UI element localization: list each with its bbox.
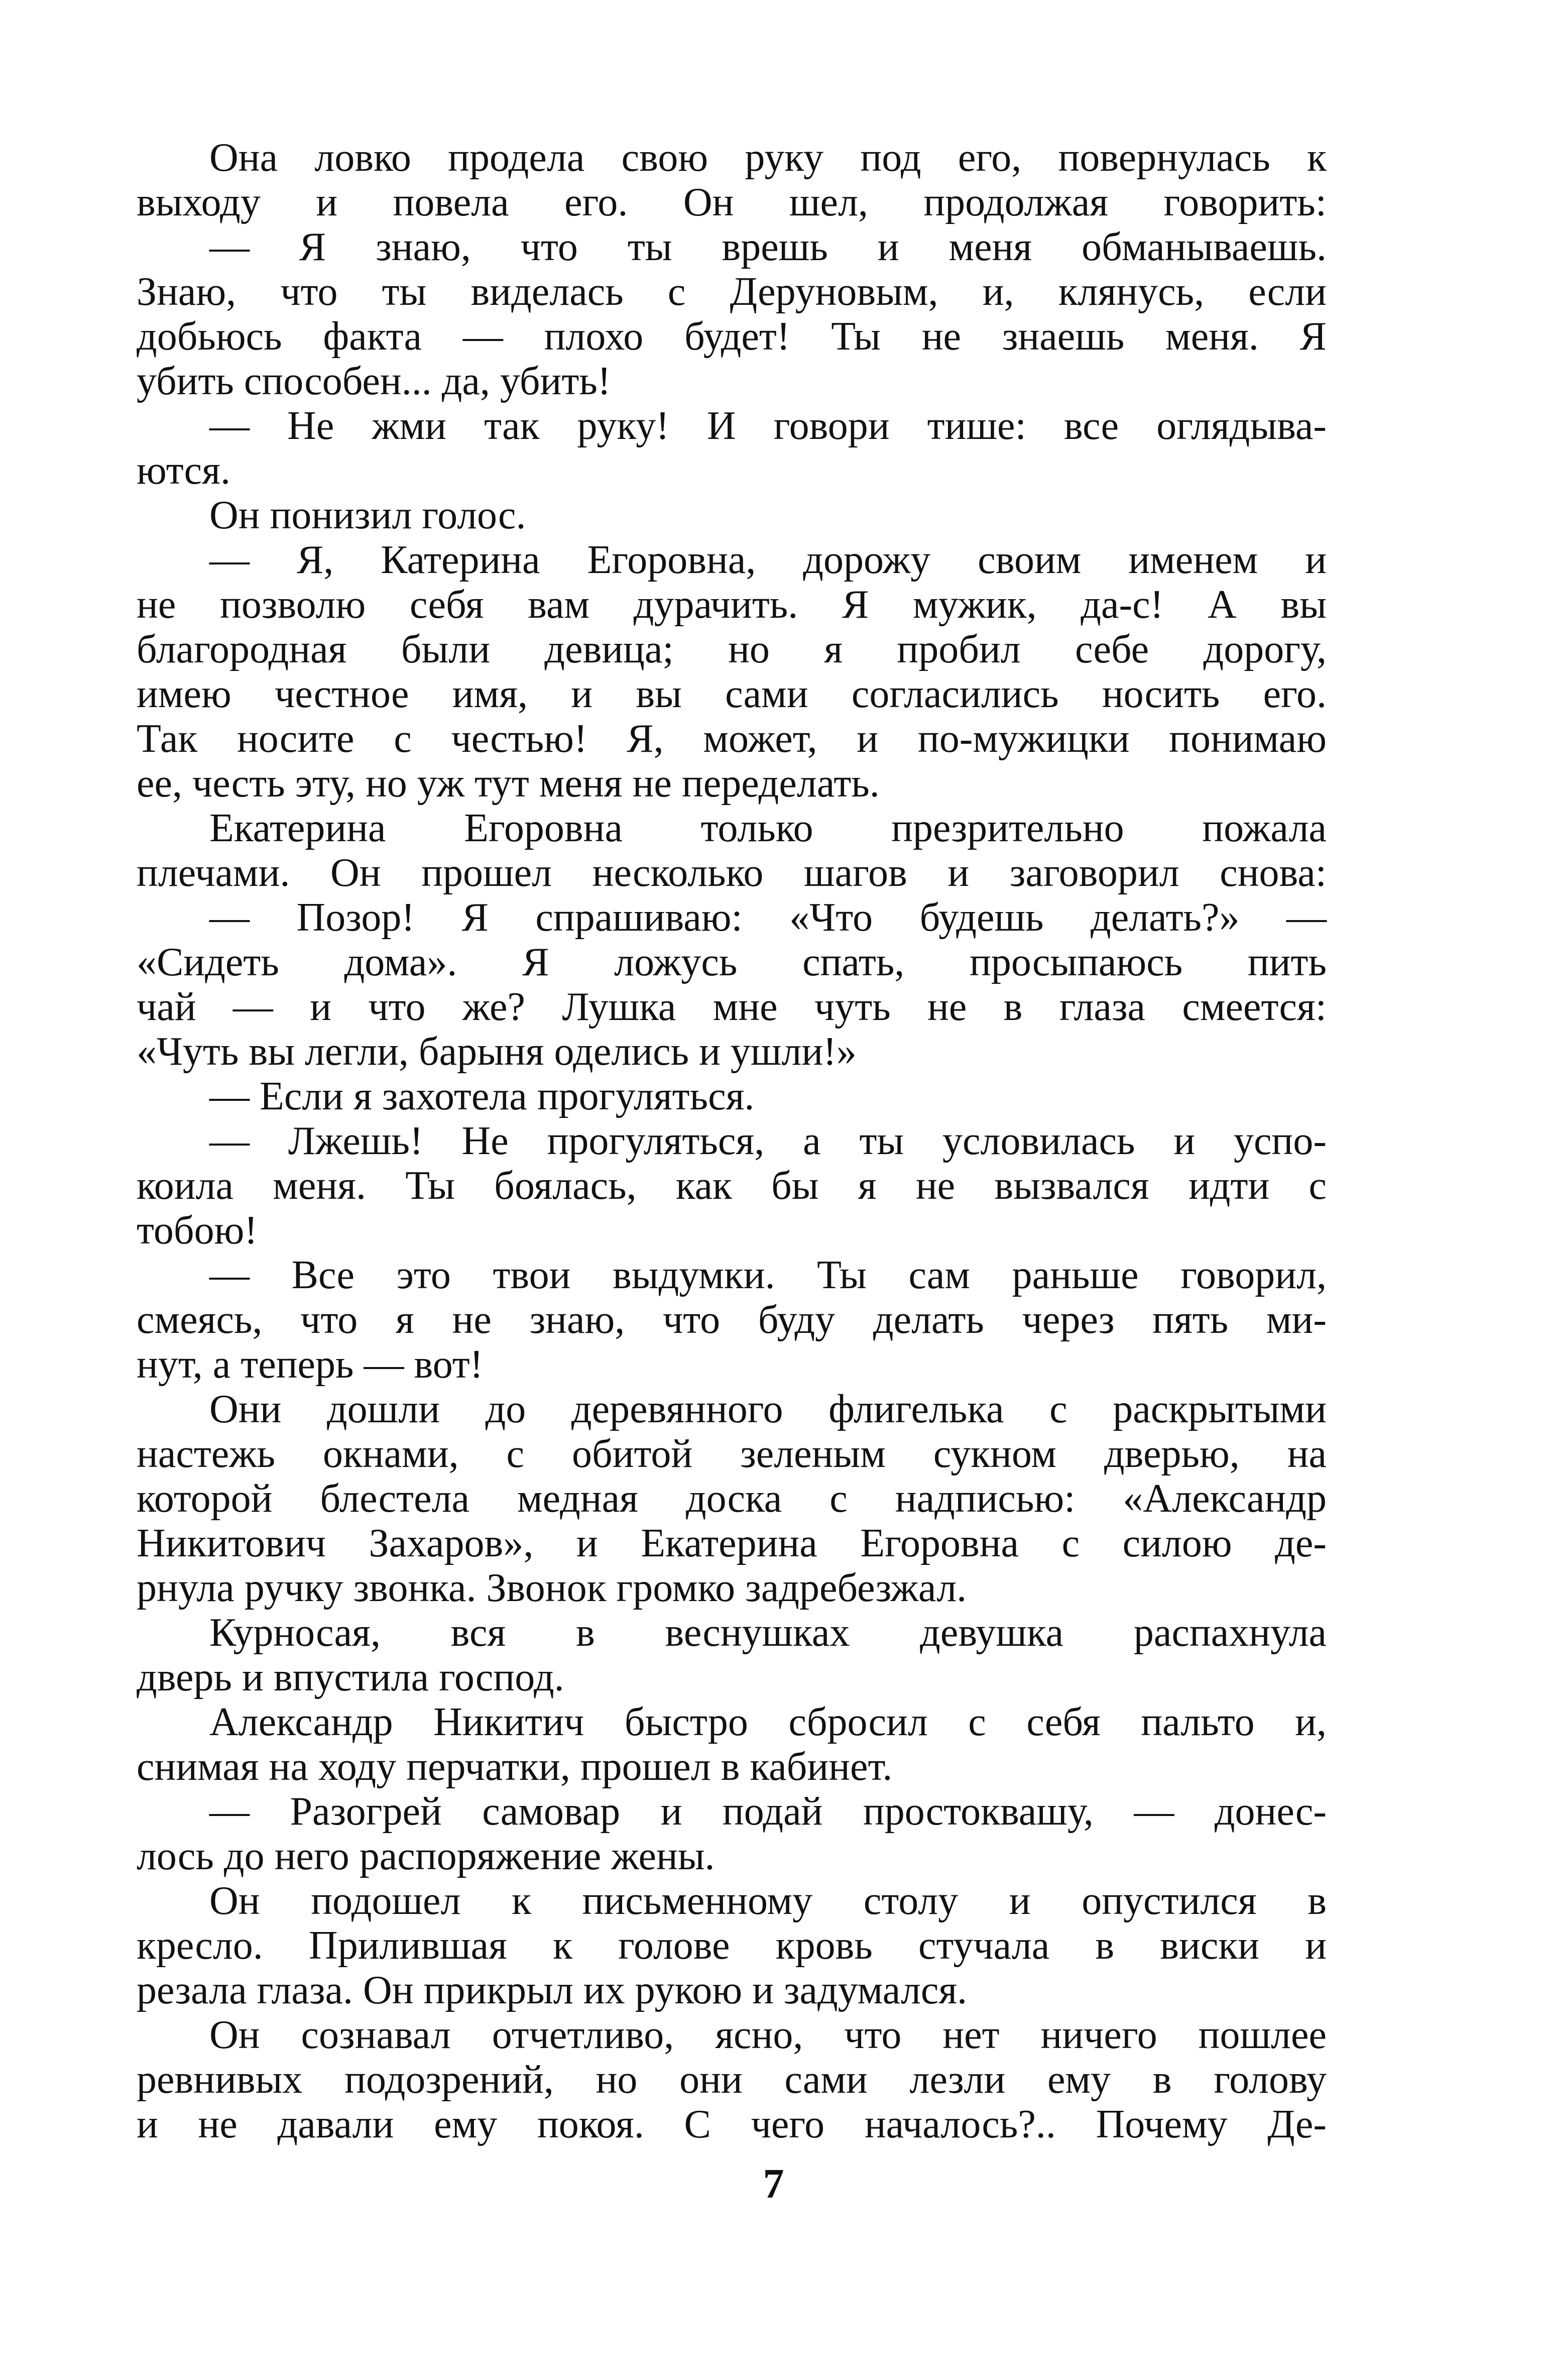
text-line: — Я, Катерина Егоровна, дорожу своим именем и [209, 538, 1327, 582]
text-line: ее, честь эту, но уж тут меня не переделать. [137, 761, 880, 806]
text-line: добьюсь факта — плохо будет! Ты не знаешь меня. Я [137, 314, 1327, 359]
text-line: плечами. Он прошел несколько шагов и заговорил снова: [137, 851, 1327, 895]
page-number: 7 [763, 2161, 784, 2207]
text-line: — Если я захотела прогуляться. [209, 1074, 755, 1118]
text-line: нут, а теперь — вот! [137, 1342, 484, 1387]
text-line: Знаю, что ты виделась с Деруновым, и, клянусь, если [137, 270, 1327, 314]
text-line: Так носите с честью! Я, может, и по-мужицки понимаю [137, 717, 1327, 761]
text-line: Они дошли до деревянного флигелька с раскрытыми [209, 1387, 1327, 1431]
text-line: Он сознавал отчетливо, ясно, что нет ничего пошлее [209, 2013, 1327, 2057]
text-line: рнула ручку звонка. Звонок громко задребезжал. [137, 1566, 967, 1610]
text-line: — Лжешь! Не прогуляться, а ты условилась и успо- [209, 1119, 1327, 1163]
text-line: настежь окнами, с обитой зеленым сукном дверью, на [137, 1432, 1327, 1476]
text-line: — Все это твои выдумки. Ты сам раньше говорил, [209, 1253, 1327, 1297]
text-line: снимая на ходу перчатки, прошел в кабинет. [137, 1745, 893, 1789]
text-line: «Чуть вы легли, барыня оделись и ушли!» [137, 1030, 857, 1074]
text-line: выходу и повела его. Он шел, продолжая говорить: [137, 180, 1327, 224]
text-line: благородная были девица; но я пробил себе дорогу, [137, 627, 1327, 671]
text-line: — Разогрей самовар и подай простоквашу, — донес- [209, 1789, 1327, 1834]
text-line: — Не жми так руку! И говори тише: все оглядыва- [209, 404, 1327, 448]
text-line: убить способен... да, убить! [137, 359, 611, 403]
text-line: Александр Никитич быстро сбросил с себя пальто и, [209, 1700, 1327, 1744]
text-line: — Я знаю, что ты врешь и меня обманываешь. [209, 225, 1327, 269]
text-line: — Позор! Я спрашиваю: «Что будешь делать?» — [209, 895, 1327, 940]
text-line: Он подошел к письменному столу и опустился в [209, 1879, 1327, 1923]
text-line: лось до него распоряжение жены. [137, 1834, 715, 1878]
text-line: не позволю себя вам дурачить. Я мужик, да-с! А вы [137, 583, 1327, 627]
body-text [137, 136, 1327, 2147]
text-line: имею честное имя, и вы сами согласились носить его. [137, 672, 1327, 716]
text-line: и не давали ему покоя. С чего началось?.. Почему Де- [137, 2102, 1327, 2146]
text-line: коила меня. Ты боялась, как бы я не вызвался идти с [137, 1164, 1327, 1208]
text-line: ются. [137, 448, 230, 493]
text-line: Курносая, вся в веснушках девушка распахнула [209, 1611, 1327, 1655]
text-line: дверь и впустила господ. [137, 1655, 564, 1699]
text-line: Екатерина Егоровна только презрительно пожала [209, 806, 1327, 850]
text-line: ревнивых подозрений, но они сами лезли ему в голову [137, 2058, 1327, 2102]
text-line: «Сидеть дома». Я ложусь спать, просыпаюсь пить [137, 940, 1327, 984]
text-line: тобою! [137, 1208, 258, 1253]
text-line: резала глаза. Он прикрыл их рукою и задумался. [137, 1968, 968, 2012]
text-line: кресло. Прилившая к голове кровь стучала в виски и [137, 1923, 1327, 1968]
text-line: Она ловко продела свою руку под его, повернулась к [209, 136, 1327, 180]
text-line: смеясь, что я не знаю, что буду делать через пять ми- [137, 1298, 1327, 1342]
text-line: Он понизил голос. [209, 493, 526, 537]
text-line: которой блестела медная доска с надписью: «Александр [137, 1477, 1327, 1521]
text-line: чай — и что же? Лушка мне чуть не в глаза смеется: [137, 985, 1327, 1029]
text-line: Никитович Захаров», и Екатерина Егоровна с силою де- [137, 1521, 1327, 1565]
